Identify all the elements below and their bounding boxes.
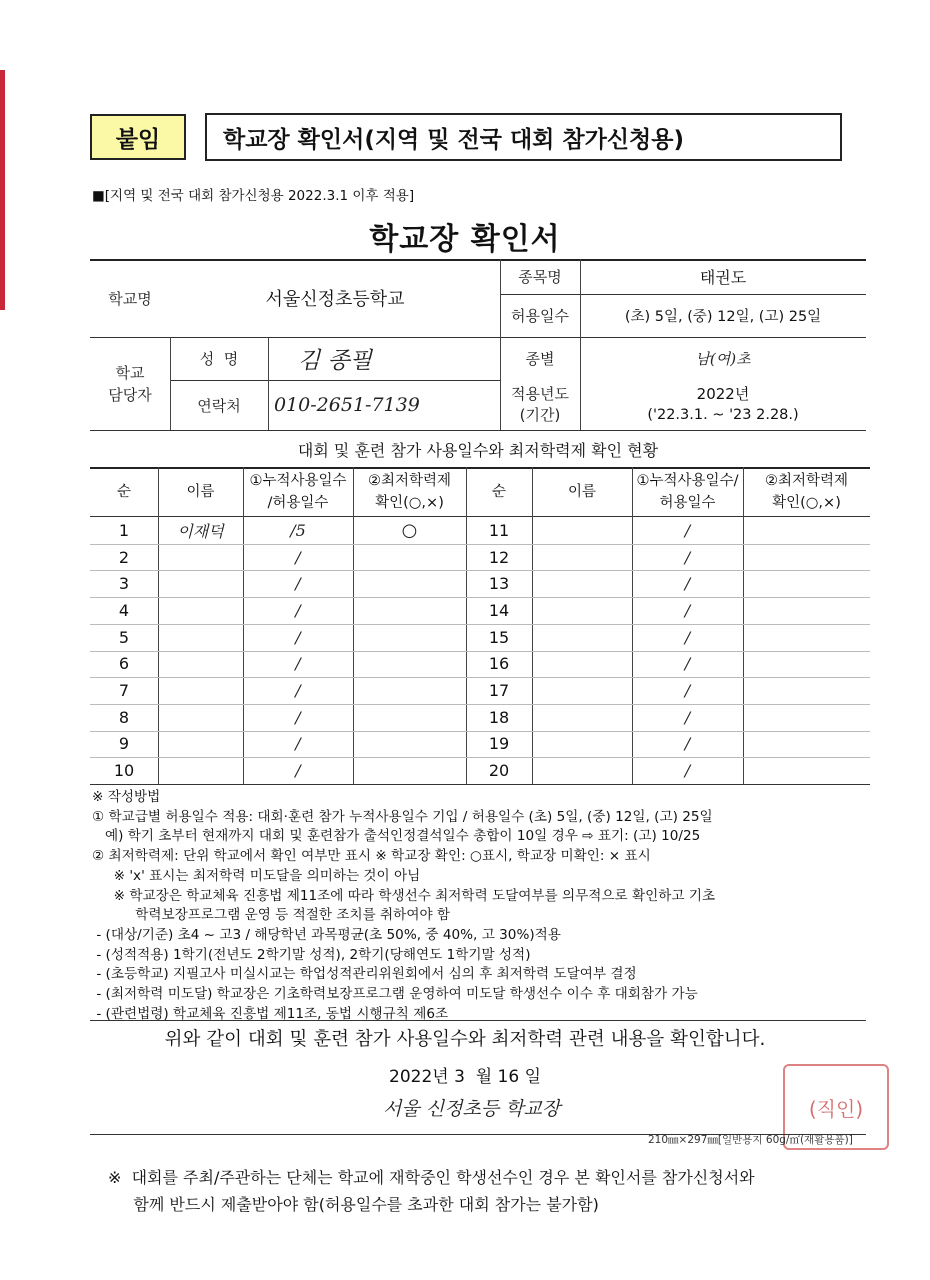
document-title: 학교장 확인서: [369, 222, 561, 257]
row-used-days: /: [295, 707, 301, 727]
col-header-days: ①누적사용일수 /허용일수: [249, 472, 347, 511]
row-name: [158, 570, 243, 597]
row-min-check: [353, 597, 466, 624]
note-line: - (초등학교) 지필고사 미실시교는 학업성적관리위원회에서 심의 후 최저학력 도달여부 결정: [92, 966, 637, 983]
col-header-min-2: ②최저학력제 확인(○,×): [764, 472, 849, 511]
rule: [90, 784, 870, 785]
contact-number: 010-2651-7139: [274, 394, 420, 416]
row-used-days: /: [684, 574, 691, 594]
allowed-days-value: (초) 5일, (중) 12일, (고) 25일: [624, 309, 822, 325]
row-number: 9: [118, 734, 130, 754]
row-min-check: [353, 651, 466, 678]
row-used-days: /: [684, 547, 691, 567]
name-label: 성 명: [199, 350, 239, 368]
row-name: 이재덕: [177, 521, 224, 541]
row-min-check: [353, 731, 466, 758]
row-used-days: /: [295, 627, 301, 647]
rule: [90, 430, 866, 431]
manager-label: 학교 담당자: [108, 363, 152, 404]
row-used-days: /: [684, 761, 691, 781]
year-value: 2022년: [696, 384, 750, 403]
row-number: 3: [118, 574, 130, 594]
row-name: [158, 704, 243, 731]
note-line: - (관련법령) 학교체육 진흥법 제11조, 동법 시행규칙 제6조: [92, 1005, 449, 1022]
row-used-days: /: [295, 761, 301, 781]
row-used-days: /5: [290, 520, 306, 540]
row-min-check: [353, 677, 466, 704]
note-line: ① 학교급별 허용일수 적용: 대회·훈련 참가 누적사용일수 기입 / 허용일수 (초) 5일, (중) 12일, (고) 25일: [92, 808, 713, 825]
row-name: [158, 757, 243, 784]
row-number: 10: [113, 761, 135, 781]
allowed-days-label: 허용일수: [511, 307, 569, 325]
event-label: 종목명: [518, 268, 562, 286]
submission-note: [108, 1164, 755, 1218]
row-number: 14: [488, 600, 510, 620]
row-used-days: /: [295, 734, 301, 754]
row-number: 4: [118, 600, 130, 620]
row-used-days: /: [684, 600, 691, 620]
row-min-check: [353, 544, 466, 571]
note-line: - (최저학력 미도달) 학교장은 기초학력보장프로그램 운영하여 미도달 학생선수 이수 후 대회참가 가능: [92, 986, 698, 1003]
period-value: ('22.3.1. ~ '23 2.28.): [647, 407, 799, 423]
row-used-days: /: [684, 654, 691, 674]
row-number: 20: [488, 761, 510, 781]
col-header-no: 순: [116, 483, 131, 500]
col-header-name-2: 이름: [567, 483, 596, 500]
row-min-check: [353, 757, 466, 784]
row-number: 17: [488, 681, 510, 701]
row-used-days: /: [684, 681, 691, 701]
col-header-no-2: 순: [491, 483, 506, 500]
row-min-check: [353, 624, 466, 651]
row-used-days: /: [295, 574, 301, 594]
row-number: 16: [488, 654, 510, 674]
school-label: 학교명: [108, 289, 152, 308]
contact-label: 연락처: [197, 396, 241, 415]
row-name: [158, 731, 243, 758]
event-value: 태권도: [699, 268, 747, 287]
row-name: [158, 677, 243, 704]
row-used-days: /: [684, 734, 691, 754]
col-header-days-2: ①누적사용일수/ 허용일수: [636, 472, 739, 511]
rule: [90, 1020, 866, 1021]
row-name: [158, 624, 243, 651]
row-number: 2: [118, 547, 130, 567]
row-name: [158, 597, 243, 624]
confirmation-statement: 위와 같이 대회 및 훈련 참가 사용일수와 최저학력 관련 내용을 확인합니다.: [164, 1029, 766, 1050]
note-line: - (성적적용) 1학기(전년도 2학기말 성적), 2학기(당해연도 1학기말 성적): [92, 946, 531, 963]
manager-name: 김 종필: [298, 348, 372, 374]
row-used-days: /: [295, 600, 301, 620]
section-title: 대회 및 훈련 참가 사용일수와 최저학력제 확인 현황: [297, 440, 659, 460]
kind-label: 종별: [525, 350, 555, 368]
row-number: 12: [488, 547, 510, 567]
row-number: 15: [488, 627, 510, 647]
row-used-days: /: [684, 707, 691, 727]
form-title-box: 학교장 확인서(지역 및 전국 대회 참가신청용): [205, 113, 842, 161]
school-name: 서울신정초등학교: [265, 289, 405, 310]
row-min-check: ○: [401, 519, 418, 541]
row-number: 8: [118, 707, 130, 727]
kind-value: 남(여)초: [695, 350, 751, 368]
col-header-name: 이름: [186, 483, 215, 500]
submission-note-line: 함께 반드시 제출받아야 함(허용일수를 초과한 대회 참가는 불가함): [108, 1195, 599, 1214]
row-number: 5: [118, 627, 130, 647]
row-min-check: [353, 704, 466, 731]
row-used-days: /: [295, 654, 301, 674]
paper-size-note: 210㎜×297㎜[일반용지 60g/㎡(재활용품)]: [648, 1134, 853, 1146]
note-line: 예) 학기 초부터 현재까지 대회 및 훈련참가 출석인정결석일수 총합이 10일 경우 ⇨ 표기: (고) 10/25: [92, 828, 701, 845]
note-line: - (대상/기준) 초4 ~ 고3 / 해당학년 과목평균(초 50%, 중 40%, 고 30%)적용: [92, 926, 561, 943]
row-name: [158, 544, 243, 571]
principal-signature: 서울 신정초등 학교장: [383, 1098, 561, 1120]
year-label: 적용년도 (기간): [511, 385, 569, 424]
row-number: 19: [488, 734, 510, 754]
col-header-min: ②최저학력제 확인(○,×): [367, 472, 452, 511]
writing-instructions: [92, 788, 892, 1024]
row-number: 13: [488, 574, 510, 594]
scan-edge-mark: [0, 70, 5, 310]
note-line: 학력보장프로그램 운영 등 적절한 조치를 취하여야 함: [92, 907, 451, 924]
confirmation-date: 2022년 3 월 16 일: [389, 1067, 541, 1087]
row-used-days: /: [684, 627, 691, 647]
row-name: [158, 651, 243, 678]
row-number: 11: [488, 520, 510, 540]
row-number: 6: [118, 654, 130, 674]
attachment-tag: 붙임: [90, 114, 186, 160]
row-used-days: /: [684, 520, 691, 540]
row-number: 18: [488, 707, 510, 727]
row-used-days: /: [295, 681, 301, 701]
note-line: ※ 'x' 표시는 최저학력 미도달을 의미하는 것이 아님: [92, 867, 421, 884]
row-number: 1: [118, 520, 130, 540]
note-line: ② 최저학력제: 단위 학교에서 확인 여부만 표시 ※ 학교장 확인: ○표시, 학교장 미확인: × 표시: [92, 848, 651, 865]
official-seal: (직인): [783, 1064, 889, 1150]
row-number: 7: [118, 681, 130, 701]
submission-note-line: ※ 대회를 주최/주관하는 단체는 학교에 재학중인 학생선수인 경우 본 확인서를 참가신청서와: [108, 1168, 755, 1187]
note-line: ※ 학교장은 학교체육 진흥법 제11조에 따라 학생선수 최저학력 도달여부를 의무적으로 확인하고 기초: [92, 887, 716, 904]
note-line: ※ 작성방법: [92, 789, 161, 805]
row-used-days: /: [295, 547, 301, 567]
row-min-check: [353, 570, 466, 597]
applicability-note: ■[지역 및 전국 대회 참가신청용 2022.3.1 이후 적용]: [92, 188, 415, 204]
